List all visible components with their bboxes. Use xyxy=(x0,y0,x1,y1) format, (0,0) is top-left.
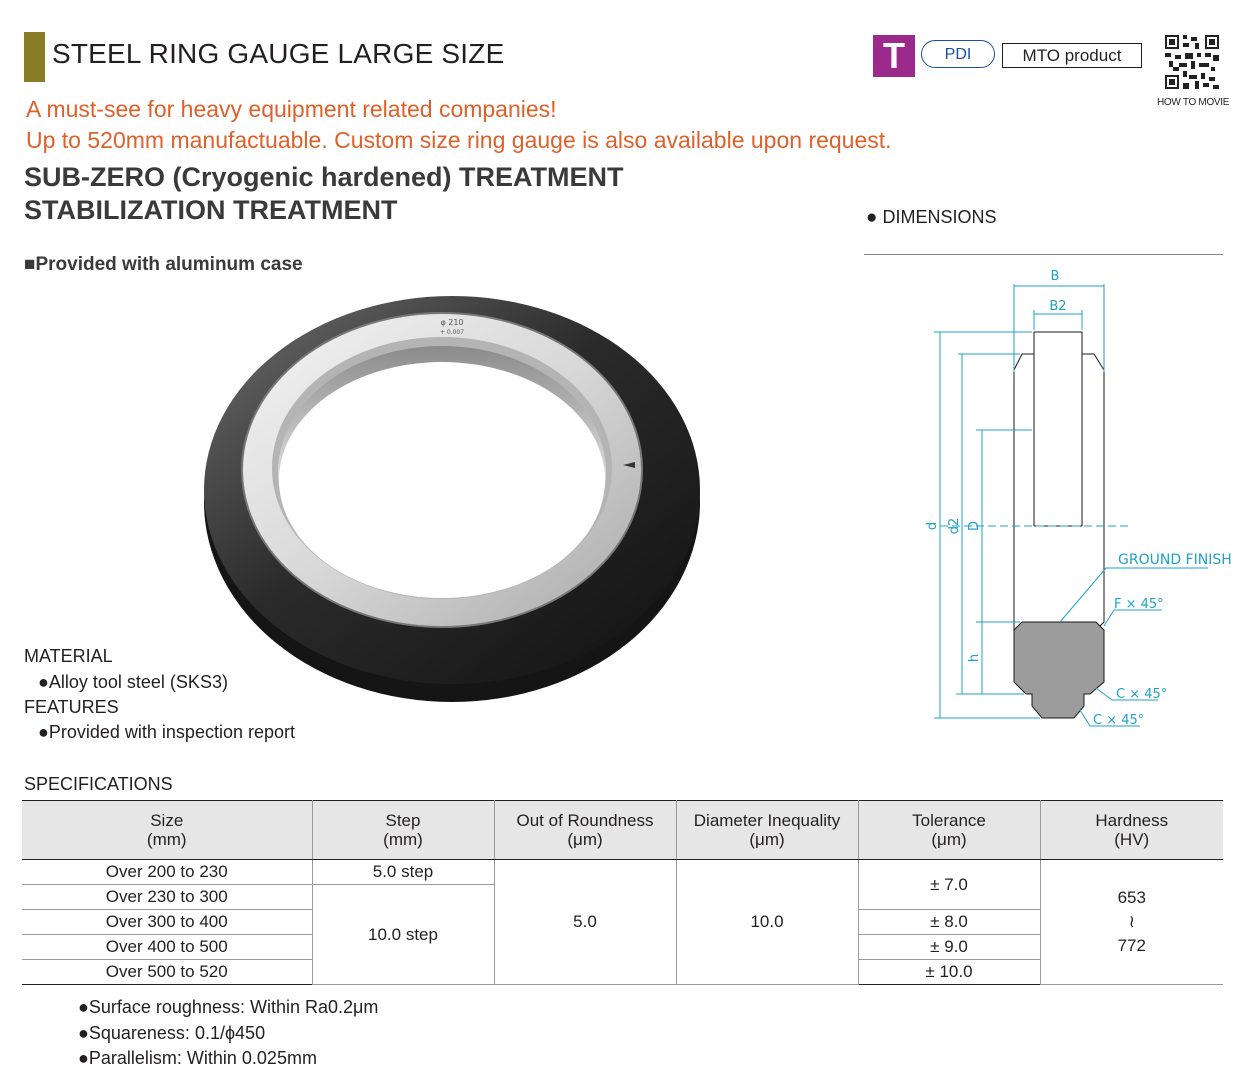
title-accent-bar xyxy=(24,32,45,82)
tolerance-cell: ± 8.0 xyxy=(858,910,1040,935)
bullet-icon: ● xyxy=(866,207,878,228)
features-value: ●Provided with inspection report xyxy=(38,722,296,742)
table-row xyxy=(22,860,1223,885)
ring-size-marking: φ 210 xyxy=(440,318,464,327)
hardness-bottom: 772 xyxy=(1117,936,1146,955)
table-header-row xyxy=(22,801,1223,860)
hardness-top: 653 xyxy=(1117,888,1146,907)
header-roundness: Out of Roundness (μm) xyxy=(494,801,676,860)
size-cell: Over 500 to 520 xyxy=(22,960,312,985)
specifications-label: SPECIFICATIONS xyxy=(24,774,173,794)
dim-big-d-label: D xyxy=(967,520,982,532)
aluminum-case-note: ■Provided with aluminum case xyxy=(24,254,303,275)
header-hardness: Hardness (HV) xyxy=(1040,801,1223,860)
inequality-cell: 10.0 xyxy=(676,860,858,985)
size-cell: Over 300 to 400 xyxy=(22,910,312,935)
ring-gauge-photo xyxy=(190,290,720,710)
step-cell: 10.0 step xyxy=(312,885,494,985)
page-title: STEEL RING GAUGE LARGE SIZE xyxy=(52,38,505,69)
hardness-range-mark: ≀ xyxy=(1128,912,1135,931)
dimensions-title-text: DIMENSIONS xyxy=(882,207,997,227)
dim-b-label: B xyxy=(1050,269,1060,284)
how-to-movie-label: HOW TO MOVIE xyxy=(1157,97,1230,108)
material-label: MATERIAL xyxy=(24,646,113,666)
c45-label-upper: C × 45° xyxy=(1116,687,1168,702)
intro-line-2: Up to 520mm manufactuable. Custom size ring gauge is also available upon request. xyxy=(26,127,892,153)
header-inequality: Diameter Inequality (μm) xyxy=(676,801,858,860)
tolerance-cell: ± 9.0 xyxy=(858,935,1040,960)
ring-tolerance-marking: + 0.007 xyxy=(439,329,465,336)
dim-d2-label: d2 xyxy=(947,517,962,535)
f45-label: F × 45° xyxy=(1114,597,1164,612)
ground-finish-label: GROUND FINISH xyxy=(1118,552,1232,568)
pdi-badge: PDI xyxy=(921,40,995,68)
size-cell: Over 230 to 300 xyxy=(22,885,312,910)
mto-product-badge: MTO product xyxy=(1002,43,1142,68)
dim-h-label: h xyxy=(967,653,982,663)
material-value: ●Alloy tool steel (SKS3) xyxy=(38,672,228,692)
roundness-cell: 5.0 xyxy=(494,860,676,985)
dimensions-title xyxy=(866,207,997,229)
header-tolerance: Tolerance (μm) xyxy=(858,801,1040,860)
note-parallelism: ●Parallelism: Within 0.025mm xyxy=(78,1048,317,1068)
note-squareness: ●Squareness: 0.1/ϕ450 xyxy=(78,1023,266,1043)
features-label: FEATURES xyxy=(24,697,119,717)
tolerance-cell: ± 10.0 xyxy=(858,960,1040,985)
note-surface-roughness: ●Surface roughness: Within Ra0.2μm xyxy=(78,997,379,1017)
dim-b2-label: B2 xyxy=(1049,299,1067,314)
treatment-subzero: SUB-ZERO (Cryogenic hardened) TREATMENT xyxy=(24,162,624,192)
header-step: Step (mm) xyxy=(312,801,494,860)
t-badge: T xyxy=(873,35,915,77)
treatment-stabilization: STABILIZATION TREATMENT xyxy=(24,195,398,225)
size-cell: Over 400 to 500 xyxy=(22,935,312,960)
hardness-cell xyxy=(1040,860,1223,985)
dim-d-label: d xyxy=(925,521,940,531)
qr-code-icon[interactable] xyxy=(1165,35,1219,89)
c45-label-lower: C × 45° xyxy=(1093,713,1145,728)
dimensions-divider xyxy=(864,254,1223,255)
specifications-table xyxy=(22,800,1223,985)
step-cell: 5.0 step xyxy=(312,860,494,885)
tolerance-cell: ± 7.0 xyxy=(858,860,1040,910)
dimension-drawing xyxy=(900,262,1232,742)
header-size: Size (mm) xyxy=(22,801,312,860)
size-cell: Over 200 to 230 xyxy=(22,860,312,885)
intro-line-1: A must-see for heavy equipment related companies! xyxy=(26,96,557,122)
